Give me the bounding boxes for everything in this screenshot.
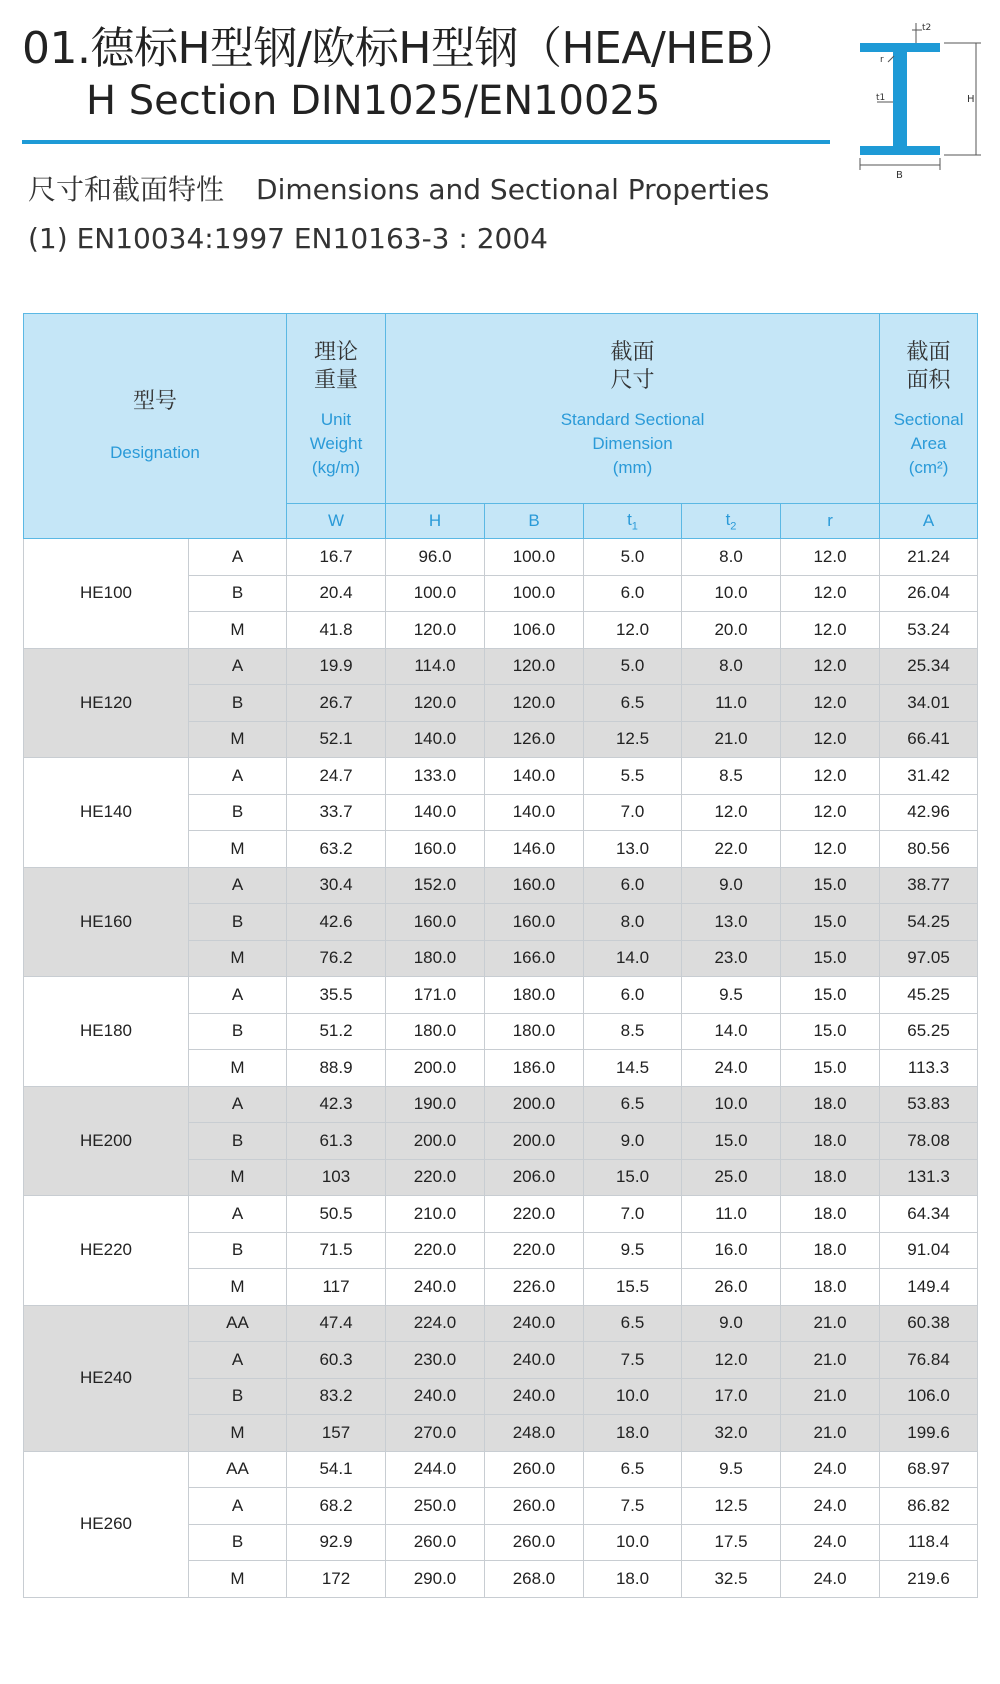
value-cell-b: 220.0 <box>485 1232 584 1269</box>
value-cell-r: 15.0 <box>781 1013 880 1050</box>
value-cell-a: 60.38 <box>880 1305 978 1342</box>
value-cell-t1: 6.5 <box>584 685 682 722</box>
value-cell-h: 120.0 <box>386 685 485 722</box>
value-cell-t1: 5.0 <box>584 648 682 685</box>
value-cell-w: 54.1 <box>287 1451 386 1488</box>
value-cell-r: 15.0 <box>781 977 880 1014</box>
label-h: H <box>967 94 975 105</box>
type-cell: A <box>189 1488 287 1525</box>
value-cell-t2: 32.5 <box>682 1561 781 1598</box>
value-cell-h: 140.0 <box>386 721 485 758</box>
type-cell: AA <box>189 1451 287 1488</box>
value-cell-a: 53.83 <box>880 1086 978 1123</box>
value-cell-w: 19.9 <box>287 648 386 685</box>
value-cell-a: 38.77 <box>880 867 978 904</box>
value-cell-a: 97.05 <box>880 940 978 977</box>
header-dimension <box>386 314 880 504</box>
table-row <box>24 1305 978 1342</box>
designation-cell: HE160 <box>24 867 189 977</box>
dim-en-3: (mm) <box>612 457 653 477</box>
col-w: W <box>287 504 386 539</box>
value-cell-t2: 9.0 <box>682 867 781 904</box>
table-body <box>24 539 978 1598</box>
area-en-1: Sectional <box>893 409 964 429</box>
type-cell: B <box>189 794 287 831</box>
value-cell-a: 53.24 <box>880 612 978 649</box>
area-cn-2: 面积 <box>906 366 951 392</box>
value-cell-w: 47.4 <box>287 1305 386 1342</box>
value-cell-h: 190.0 <box>386 1086 485 1123</box>
value-cell-h: 224.0 <box>386 1305 485 1342</box>
value-cell-b: 140.0 <box>485 758 584 795</box>
table-row <box>24 1086 978 1123</box>
type-cell: A <box>189 867 287 904</box>
designation-en: Designation <box>110 443 200 462</box>
type-cell: M <box>189 1050 287 1087</box>
value-cell-a: 34.01 <box>880 685 978 722</box>
value-cell-b: 106.0 <box>485 612 584 649</box>
value-cell-b: 260.0 <box>485 1451 584 1488</box>
value-cell-w: 63.2 <box>287 831 386 868</box>
value-cell-w: 92.9 <box>287 1524 386 1561</box>
value-cell-a: 76.84 <box>880 1342 978 1379</box>
value-cell-t1: 14.5 <box>584 1050 682 1087</box>
type-cell: B <box>189 904 287 941</box>
value-cell-t2: 14.0 <box>682 1013 781 1050</box>
value-cell-w: 35.5 <box>287 977 386 1014</box>
spec-table <box>23 313 978 1598</box>
value-cell-t1: 7.0 <box>584 1196 682 1233</box>
value-cell-r: 12.0 <box>781 575 880 612</box>
value-cell-b: 268.0 <box>485 1561 584 1598</box>
value-cell-t2: 8.0 <box>682 539 781 576</box>
value-cell-t2: 9.5 <box>682 1451 781 1488</box>
value-cell-r: 18.0 <box>781 1159 880 1196</box>
weight-cn-1: 理论 <box>313 338 358 364</box>
value-cell-h: 152.0 <box>386 867 485 904</box>
value-cell-t1: 7.5 <box>584 1488 682 1525</box>
value-cell-b: 146.0 <box>485 831 584 868</box>
value-cell-b: 160.0 <box>485 867 584 904</box>
type-cell: M <box>189 1159 287 1196</box>
type-cell: M <box>189 940 287 977</box>
value-cell-r: 21.0 <box>781 1305 880 1342</box>
value-cell-w: 68.2 <box>287 1488 386 1525</box>
value-cell-t2: 15.0 <box>682 1123 781 1160</box>
value-cell-h: 160.0 <box>386 831 485 868</box>
table-row <box>24 977 978 1014</box>
col-t2-sub: 2 <box>730 520 737 533</box>
label-t1: t1 <box>876 93 886 103</box>
value-cell-t1: 7.0 <box>584 794 682 831</box>
value-cell-a: 26.04 <box>880 575 978 612</box>
value-cell-t1: 12.0 <box>584 612 682 649</box>
value-cell-h: 120.0 <box>386 612 485 649</box>
value-cell-h: 230.0 <box>386 1342 485 1379</box>
section-subtitle <box>28 168 769 208</box>
value-cell-a: 80.56 <box>880 831 978 868</box>
label-b: B <box>896 170 903 181</box>
designation-cell: HE140 <box>24 758 189 868</box>
subtitle-en: Dimensions and Sectional Properties <box>256 173 770 206</box>
designation-cn: 型号 <box>132 388 177 413</box>
type-cell: M <box>189 1269 287 1306</box>
value-cell-h: 240.0 <box>386 1378 485 1415</box>
type-cell: M <box>189 612 287 649</box>
header-area <box>880 314 978 504</box>
table-row <box>24 539 978 576</box>
value-cell-t2: 12.0 <box>682 1342 781 1379</box>
value-cell-b: 260.0 <box>485 1524 584 1561</box>
value-cell-w: 60.3 <box>287 1342 386 1379</box>
value-cell-t1: 14.0 <box>584 940 682 977</box>
value-cell-w: 42.6 <box>287 904 386 941</box>
value-cell-h: 260.0 <box>386 1524 485 1561</box>
value-cell-w: 71.5 <box>287 1232 386 1269</box>
value-cell-t2: 17.0 <box>682 1378 781 1415</box>
value-cell-t1: 13.0 <box>584 831 682 868</box>
value-cell-h: 270.0 <box>386 1415 485 1452</box>
value-cell-t2: 9.0 <box>682 1305 781 1342</box>
value-cell-b: 186.0 <box>485 1050 584 1087</box>
value-cell-t1: 6.5 <box>584 1086 682 1123</box>
value-cell-h: 220.0 <box>386 1232 485 1269</box>
value-cell-w: 26.7 <box>287 685 386 722</box>
col-t1 <box>584 504 682 539</box>
dim-cn-1: 截面 <box>610 338 655 364</box>
value-cell-b: 206.0 <box>485 1159 584 1196</box>
area-en-3: (cm²) <box>908 457 949 477</box>
value-cell-t1: 10.0 <box>584 1378 682 1415</box>
designation-cell: HE240 <box>24 1305 189 1451</box>
weight-en-1: Unit <box>320 409 352 429</box>
value-cell-a: 131.3 <box>880 1159 978 1196</box>
col-b: B <box>485 504 584 539</box>
col-t2-label: t <box>725 509 731 529</box>
value-cell-r: 12.0 <box>781 685 880 722</box>
type-cell: A <box>189 758 287 795</box>
value-cell-a: 86.82 <box>880 1488 978 1525</box>
value-cell-w: 51.2 <box>287 1013 386 1050</box>
value-cell-b: 200.0 <box>485 1123 584 1160</box>
type-cell: M <box>189 721 287 758</box>
value-cell-b: 260.0 <box>485 1488 584 1525</box>
value-cell-a: 149.4 <box>880 1269 978 1306</box>
value-cell-t2: 12.5 <box>682 1488 781 1525</box>
value-cell-w: 88.9 <box>287 1050 386 1087</box>
col-h: H <box>386 504 485 539</box>
value-cell-a: 42.96 <box>880 794 978 831</box>
value-cell-b: 240.0 <box>485 1342 584 1379</box>
value-cell-h: 180.0 <box>386 1013 485 1050</box>
value-cell-w: 157 <box>287 1415 386 1452</box>
type-cell: A <box>189 1086 287 1123</box>
type-cell: B <box>189 1232 287 1269</box>
type-cell: A <box>189 1342 287 1379</box>
designation-cell: HE200 <box>24 1086 189 1196</box>
value-cell-t1: 6.0 <box>584 977 682 1014</box>
value-cell-w: 103 <box>287 1159 386 1196</box>
type-cell: A <box>189 977 287 1014</box>
page-title: 01.德标H型钢/欧标H型钢（HEA/HEB） <box>22 23 799 74</box>
value-cell-t1: 8.0 <box>584 904 682 941</box>
type-cell: B <box>189 1123 287 1160</box>
weight-cn-2: 重量 <box>313 366 358 392</box>
value-cell-a: 65.25 <box>880 1013 978 1050</box>
value-cell-r: 12.0 <box>781 612 880 649</box>
value-cell-b: 100.0 <box>485 539 584 576</box>
value-cell-r: 12.0 <box>781 758 880 795</box>
value-cell-t2: 21.0 <box>682 721 781 758</box>
value-cell-h: 140.0 <box>386 794 485 831</box>
type-cell: B <box>189 1524 287 1561</box>
value-cell-r: 24.0 <box>781 1451 880 1488</box>
value-cell-r: 24.0 <box>781 1488 880 1525</box>
value-cell-t2: 10.0 <box>682 575 781 612</box>
value-cell-a: 21.24 <box>880 539 978 576</box>
title-block <box>22 20 852 130</box>
value-cell-a: 45.25 <box>880 977 978 1014</box>
value-cell-t1: 9.0 <box>584 1123 682 1160</box>
weight-en-3: (kg/m) <box>311 457 361 477</box>
value-cell-r: 18.0 <box>781 1123 880 1160</box>
value-cell-b: 126.0 <box>485 721 584 758</box>
value-cell-a: 106.0 <box>880 1378 978 1415</box>
col-t2 <box>682 504 781 539</box>
value-cell-a: 31.42 <box>880 758 978 795</box>
designation-cell: HE100 <box>24 539 189 649</box>
value-cell-t2: 11.0 <box>682 1196 781 1233</box>
value-cell-r: 15.0 <box>781 940 880 977</box>
type-cell: A <box>189 539 287 576</box>
value-cell-r: 21.0 <box>781 1342 880 1379</box>
value-cell-t2: 16.0 <box>682 1232 781 1269</box>
value-cell-b: 100.0 <box>485 575 584 612</box>
value-cell-b: 240.0 <box>485 1378 584 1415</box>
value-cell-h: 133.0 <box>386 758 485 795</box>
value-cell-r: 15.0 <box>781 1050 880 1087</box>
value-cell-t2: 10.0 <box>682 1086 781 1123</box>
value-cell-w: 20.4 <box>287 575 386 612</box>
value-cell-t1: 7.5 <box>584 1342 682 1379</box>
value-cell-r: 18.0 <box>781 1269 880 1306</box>
table-row <box>24 758 978 795</box>
value-cell-r: 24.0 <box>781 1524 880 1561</box>
value-cell-w: 117 <box>287 1269 386 1306</box>
value-cell-t2: 11.0 <box>682 685 781 722</box>
type-cell: M <box>189 1415 287 1452</box>
value-cell-a: 199.6 <box>880 1415 978 1452</box>
value-cell-t1: 15.0 <box>584 1159 682 1196</box>
designation-cell: HE180 <box>24 977 189 1087</box>
value-cell-b: 240.0 <box>485 1305 584 1342</box>
value-cell-w: 76.2 <box>287 940 386 977</box>
dim-en-2: Dimension <box>592 433 673 453</box>
value-cell-h: 180.0 <box>386 940 485 977</box>
value-cell-t1: 5.5 <box>584 758 682 795</box>
value-cell-a: 54.25 <box>880 904 978 941</box>
value-cell-t2: 12.0 <box>682 794 781 831</box>
value-cell-t1: 18.0 <box>584 1415 682 1452</box>
value-cell-b: 120.0 <box>485 685 584 722</box>
value-cell-a: 68.97 <box>880 1451 978 1488</box>
h-section-diagram <box>856 18 986 196</box>
header-designation <box>24 314 287 539</box>
value-cell-b: 120.0 <box>485 648 584 685</box>
value-cell-h: 171.0 <box>386 977 485 1014</box>
col-a: A <box>880 504 978 539</box>
type-cell: B <box>189 575 287 612</box>
value-cell-b: 220.0 <box>485 1196 584 1233</box>
col-r: r <box>781 504 880 539</box>
subtitle-cn: 尺寸和截面特性 <box>28 173 225 206</box>
type-cell: B <box>189 685 287 722</box>
value-cell-w: 33.7 <box>287 794 386 831</box>
value-cell-t1: 12.5 <box>584 721 682 758</box>
designation-cell: HE220 <box>24 1196 189 1306</box>
value-cell-h: 96.0 <box>386 539 485 576</box>
weight-en-2: Weight <box>309 433 363 453</box>
value-cell-b: 166.0 <box>485 940 584 977</box>
type-cell: M <box>189 1561 287 1598</box>
designation-cell: HE260 <box>24 1451 189 1597</box>
value-cell-h: 244.0 <box>386 1451 485 1488</box>
title-divider <box>22 140 830 144</box>
value-cell-w: 61.3 <box>287 1123 386 1160</box>
value-cell-b: 200.0 <box>485 1086 584 1123</box>
value-cell-t1: 5.0 <box>584 539 682 576</box>
value-cell-r: 18.0 <box>781 1232 880 1269</box>
value-cell-h: 210.0 <box>386 1196 485 1233</box>
value-cell-a: 91.04 <box>880 1232 978 1269</box>
value-cell-t1: 9.5 <box>584 1232 682 1269</box>
value-cell-w: 16.7 <box>287 539 386 576</box>
value-cell-t1: 6.0 <box>584 575 682 612</box>
value-cell-a: 118.4 <box>880 1524 978 1561</box>
type-cell: A <box>189 1196 287 1233</box>
value-cell-r: 12.0 <box>781 831 880 868</box>
value-cell-w: 172 <box>287 1561 386 1598</box>
value-cell-h: 114.0 <box>386 648 485 685</box>
value-cell-t1: 8.5 <box>584 1013 682 1050</box>
value-cell-t1: 6.5 <box>584 1305 682 1342</box>
value-cell-b: 226.0 <box>485 1269 584 1306</box>
dim-en-1: Standard Sectional <box>560 409 705 429</box>
value-cell-r: 21.0 <box>781 1378 880 1415</box>
value-cell-t2: 24.0 <box>682 1050 781 1087</box>
value-cell-t2: 8.0 <box>682 648 781 685</box>
value-cell-w: 24.7 <box>287 758 386 795</box>
value-cell-h: 160.0 <box>386 904 485 941</box>
label-t2: t2 <box>922 23 932 33</box>
value-cell-r: 21.0 <box>781 1415 880 1452</box>
value-cell-t2: 9.5 <box>682 977 781 1014</box>
value-cell-h: 100.0 <box>386 575 485 612</box>
value-cell-r: 15.0 <box>781 904 880 941</box>
table-row <box>24 867 978 904</box>
standard-reference: (1) EN10034:1997 EN10163-3 : 2004 <box>28 222 548 255</box>
header-weight <box>287 314 386 504</box>
area-cn-1: 截面 <box>906 338 951 364</box>
value-cell-t2: 20.0 <box>682 612 781 649</box>
value-cell-w: 83.2 <box>287 1378 386 1415</box>
value-cell-t2: 17.5 <box>682 1524 781 1561</box>
table-row <box>24 1451 978 1488</box>
value-cell-r: 12.0 <box>781 539 880 576</box>
value-cell-b: 140.0 <box>485 794 584 831</box>
value-cell-t1: 6.5 <box>584 1451 682 1488</box>
value-cell-t2: 23.0 <box>682 940 781 977</box>
value-cell-r: 12.0 <box>781 721 880 758</box>
page-title-en: H Section DIN1025/EN10025 <box>86 78 661 124</box>
value-cell-t1: 10.0 <box>584 1524 682 1561</box>
type-cell: AA <box>189 1305 287 1342</box>
value-cell-b: 180.0 <box>485 1013 584 1050</box>
value-cell-t2: 25.0 <box>682 1159 781 1196</box>
label-r: r <box>880 55 884 65</box>
value-cell-w: 30.4 <box>287 867 386 904</box>
value-cell-r: 12.0 <box>781 648 880 685</box>
col-t1-label: t <box>627 509 632 529</box>
value-cell-r: 18.0 <box>781 1196 880 1233</box>
value-cell-a: 64.34 <box>880 1196 978 1233</box>
value-cell-b: 248.0 <box>485 1415 584 1452</box>
area-en-2: Area <box>910 433 947 453</box>
h-beam-shape <box>860 43 940 155</box>
value-cell-a: 113.3 <box>880 1050 978 1087</box>
table-row <box>24 648 978 685</box>
value-cell-h: 240.0 <box>386 1269 485 1306</box>
value-cell-h: 200.0 <box>386 1123 485 1160</box>
table-row <box>24 1196 978 1233</box>
value-cell-w: 42.3 <box>287 1086 386 1123</box>
type-cell: M <box>189 831 287 868</box>
value-cell-t1: 18.0 <box>584 1561 682 1598</box>
value-cell-h: 250.0 <box>386 1488 485 1525</box>
value-cell-w: 50.5 <box>287 1196 386 1233</box>
dim-cn-2: 尺寸 <box>610 366 655 392</box>
value-cell-b: 180.0 <box>485 977 584 1014</box>
type-cell: B <box>189 1013 287 1050</box>
type-cell: A <box>189 648 287 685</box>
value-cell-w: 52.1 <box>287 721 386 758</box>
value-cell-t2: 26.0 <box>682 1269 781 1306</box>
value-cell-a: 66.41 <box>880 721 978 758</box>
value-cell-t2: 32.0 <box>682 1415 781 1452</box>
col-t1-sub: 1 <box>631 520 638 533</box>
value-cell-a: 25.34 <box>880 648 978 685</box>
value-cell-w: 41.8 <box>287 612 386 649</box>
value-cell-r: 18.0 <box>781 1086 880 1123</box>
value-cell-a: 78.08 <box>880 1123 978 1160</box>
value-cell-t1: 15.5 <box>584 1269 682 1306</box>
value-cell-t2: 8.5 <box>682 758 781 795</box>
value-cell-b: 160.0 <box>485 904 584 941</box>
value-cell-h: 290.0 <box>386 1561 485 1598</box>
value-cell-r: 15.0 <box>781 867 880 904</box>
value-cell-t1: 6.0 <box>584 867 682 904</box>
value-cell-t2: 22.0 <box>682 831 781 868</box>
value-cell-r: 12.0 <box>781 794 880 831</box>
designation-cell: HE120 <box>24 648 189 758</box>
value-cell-t2: 13.0 <box>682 904 781 941</box>
value-cell-r: 24.0 <box>781 1561 880 1598</box>
value-cell-h: 200.0 <box>386 1050 485 1087</box>
value-cell-h: 220.0 <box>386 1159 485 1196</box>
value-cell-a: 219.6 <box>880 1561 978 1598</box>
type-cell: B <box>189 1378 287 1415</box>
